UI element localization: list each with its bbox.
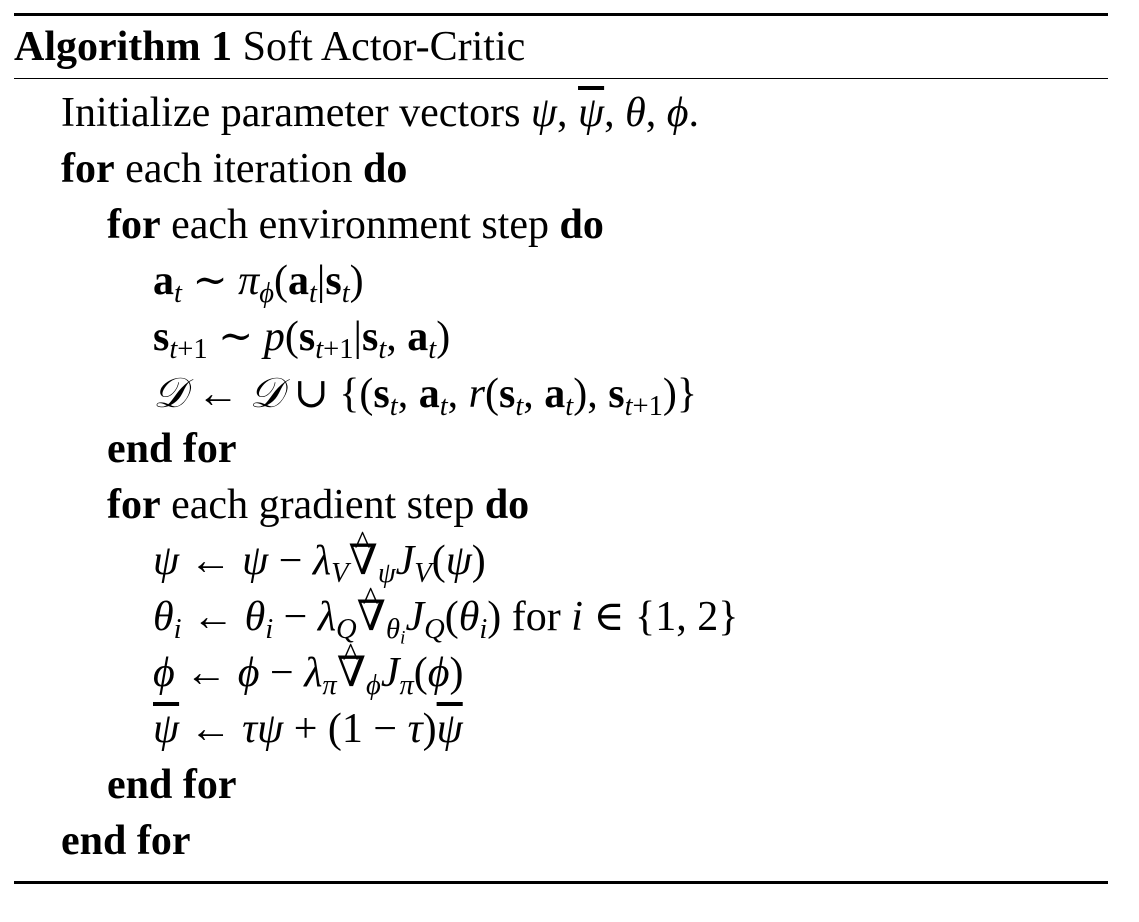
- keyword-end-for: end for: [61, 818, 191, 864]
- keyword-end-for: end for: [107, 426, 237, 472]
- keyword-for: for: [61, 146, 115, 192]
- grad-loop-text: each gradient step: [171, 482, 475, 528]
- math-update-theta: $\theta_i$ ← $\theta_i$ − $\lambda_Q\^{}$ $\nabla_{\theta_i}J_Q(\theta_i)$: [153, 594, 501, 640]
- algorithm-title: Soft Actor-Critic: [242, 24, 526, 70]
- line-grad-for: [107, 477, 529, 533]
- keyword-end-for: end for: [107, 762, 237, 808]
- keyword-do: do: [484, 482, 530, 528]
- keyword-do: do: [559, 202, 604, 248]
- line-initialize: Initialize parameter vectors ψ, $\overline{\psi}$, θ, ϕ.: [61, 90, 699, 136]
- line-update-psi: [153, 533, 486, 589]
- algorithm-box: [14, 13, 1108, 864]
- math-update-psi-bar: $\overline{\psi}$ ← $\tau\psi + (1 - \tau)\overline{\psi}$: [153, 706, 463, 752]
- algorithm-label: Algorithm 1: [14, 24, 233, 70]
- line-update-theta: [153, 589, 739, 649]
- line-sample-state: [153, 309, 450, 365]
- outer-loop-text: each iteration: [125, 146, 353, 192]
- math-sample-action: $a_t$ ∼ $\pi_\phi(a_t|s_t)$: [153, 258, 364, 309]
- math-update-phi: ϕ ← $\phi - \lambda_\pi\^{}$ $\nabla_\phi J_\pi(\phi)$: [153, 650, 464, 696]
- math-init-params: ψ: [530, 90, 558, 136]
- line-update-phi: [153, 645, 464, 701]
- math-sample-state: $s_{t+1}$ ∼ $p(s_{t+1}|s_t$, $a_t$): [153, 314, 451, 365]
- env-loop-text: each environment step: [171, 202, 549, 248]
- line-env-for: [107, 197, 604, 253]
- algorithm-caption: [14, 16, 1108, 78]
- math-replay-add: 𝒟 ← 𝒟 ∪ {($s_t$, $a_t$, $r(s_t$, $a_t$), $s_{t+1}$)}: [153, 368, 698, 422]
- line-update-psi-bar: [153, 701, 463, 757]
- keyword-do: do: [363, 146, 408, 192]
- math-update-psi: ψ ← $\psi - \lambda_V\^{}$ $\nabla_\psi J_V(\psi)$: [153, 538, 486, 584]
- line-replay-add: [153, 365, 697, 421]
- keyword-for: for: [107, 202, 161, 248]
- init-text: Initialize parameter vectors: [61, 90, 521, 136]
- line-env-end-for: [107, 421, 237, 477]
- line-grad-end-for: [107, 757, 237, 813]
- for-word: for: [511, 594, 561, 640]
- math-index-set: i ∈ {1, 2}: [571, 594, 739, 640]
- caption-rule: [14, 78, 1108, 79]
- line-sample-action: [153, 253, 364, 309]
- bottom-rule: [14, 881, 1108, 884]
- line-outer-for: [61, 141, 407, 197]
- line-outer-end-for: [61, 813, 191, 869]
- keyword-for: for: [107, 482, 161, 528]
